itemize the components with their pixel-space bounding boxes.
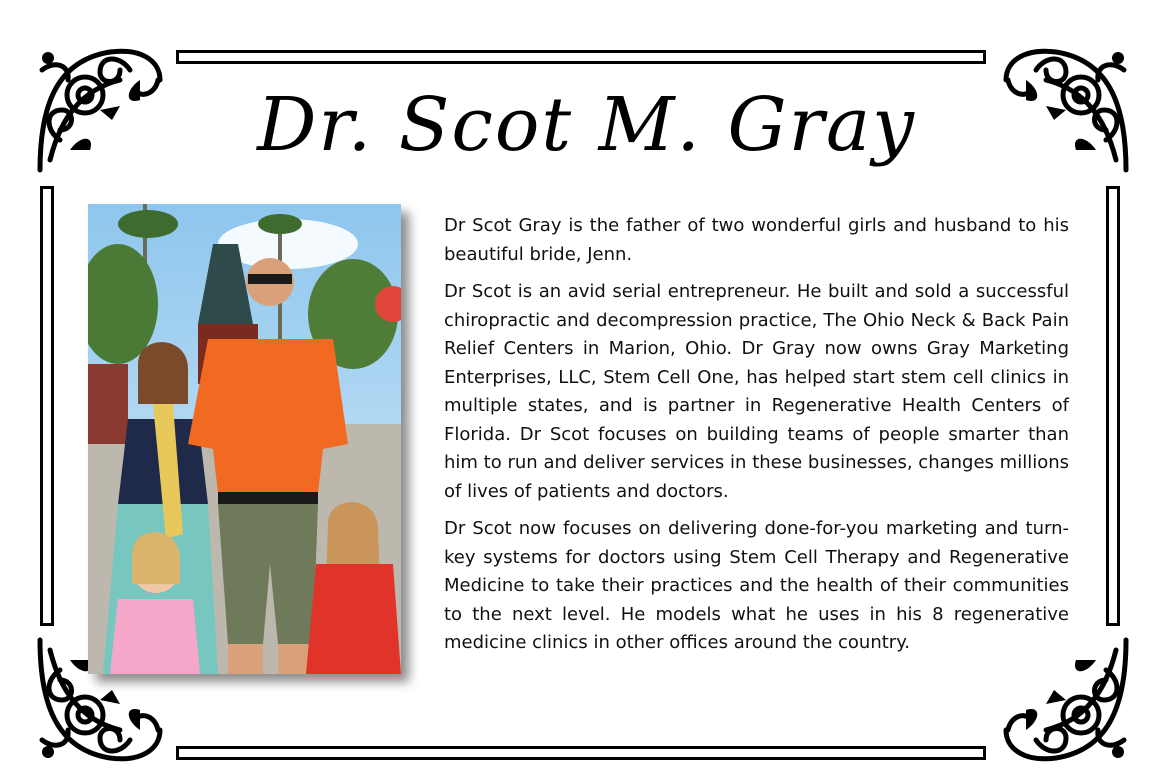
family-photo bbox=[88, 204, 401, 674]
bio-paragraph: Dr Scot now focuses on delivering done-for-you marketing and turn-key systems for doctors using Stem Cell Therapy and Regenerative Medicine to take their practices and the health of their communities to the next level. He models what he uses in his 8 regenerative medicine clinics in other offices around the country. bbox=[444, 518, 1069, 653]
frame-left-border bbox=[40, 186, 54, 626]
frame-right-border bbox=[1106, 186, 1120, 626]
bio-paragraph: Dr Scot is an avid serial entrepreneur. He built and sold a successful chiropractic and decompression practice, The Ohio Neck & Back Pain Relief Centers in Marion, Ohio. Dr Gray now owns Gray Marketing Enterprises, LLC, Stem Cell One, has helped start stem cell clinics in multiple states, and is partner in Regenerative Health Centers of Florida. Dr Scot focuses on building teams of people smarter than him to run and deliver services in these businesses, changes millions of lives of patients and doctors. bbox=[444, 281, 1069, 502]
bio-paragraph: Dr Scot Gray is the father of two wonderful girls and husband to his beautiful bride, Jenn. bbox=[444, 215, 1069, 265]
page-title: Dr. Scot M. Gray bbox=[257, 82, 916, 168]
bio-text bbox=[444, 212, 1069, 667]
frame-top-border bbox=[176, 50, 986, 64]
frame-bottom-border bbox=[176, 746, 986, 760]
